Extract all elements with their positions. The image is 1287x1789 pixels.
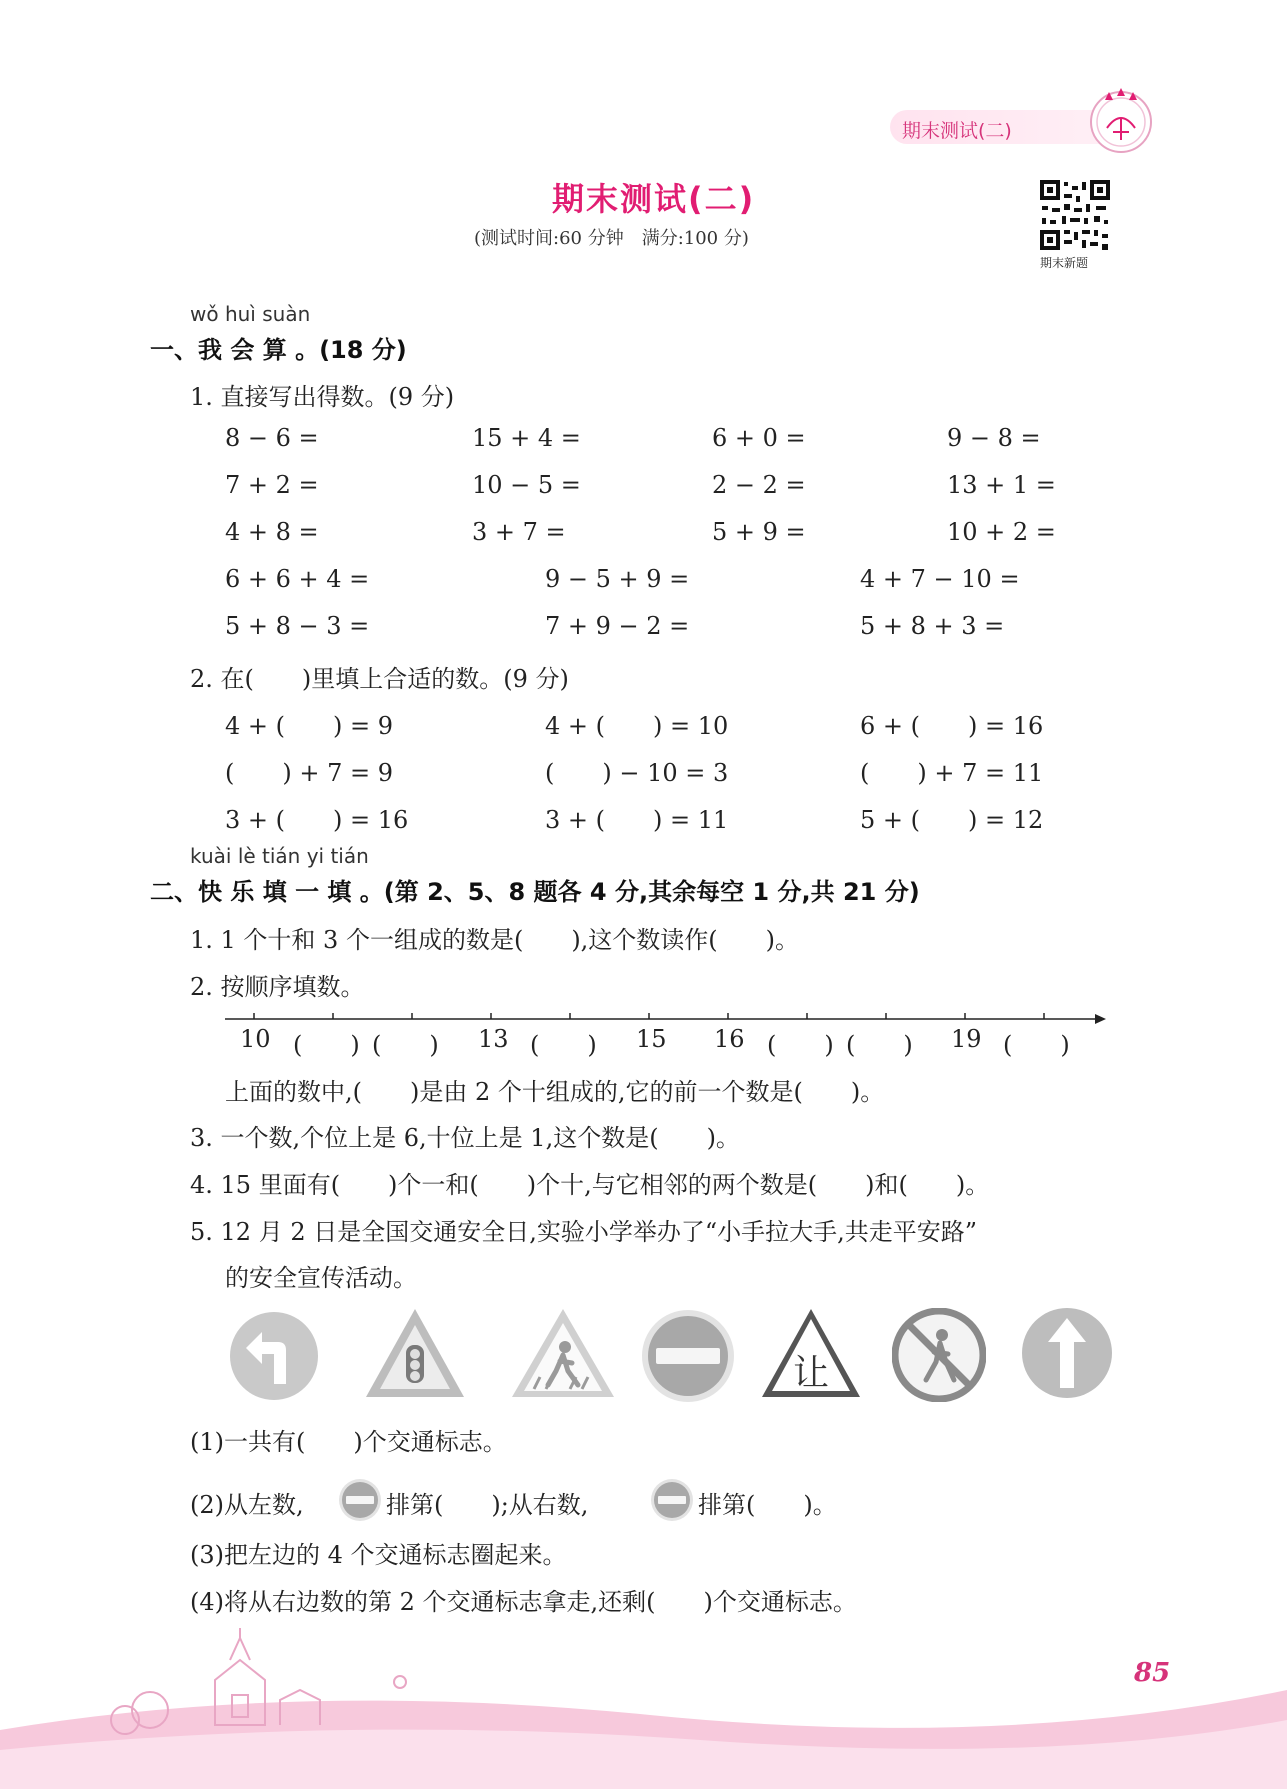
yield-sign-text: 让	[792, 1353, 830, 1394]
equation: 6 + 6 + 4 =	[225, 565, 370, 593]
fill-equation[interactable]: ( ) + 7 = 11	[860, 759, 1044, 787]
equation: 5 + 8 + 3 =	[860, 612, 1005, 640]
s2-q5-sub3: (3)把左边的 4 个交通标志圈起来。	[190, 1541, 567, 1569]
s2-q1[interactable]: 1. 1 个十和 3 个一组成的数是( ),这个数读作( )。	[190, 926, 800, 954]
equation: 7 + 9 − 2 =	[545, 612, 690, 640]
number-line-value: 13	[478, 1025, 509, 1053]
equation: 8 − 6 =	[225, 424, 319, 452]
number-line-blank[interactable]: ( )	[846, 1031, 913, 1059]
traffic-light-sign-icon	[362, 1305, 468, 1401]
equation: 4 + 7 − 10 =	[860, 565, 1020, 593]
section2-title: 二、快 乐 填 一 填 。(第 2、5、8 题各 4 分,其余每空 1 分,共 21 分)	[150, 878, 920, 906]
s2-q5-line2: 的安全宣传活动。	[225, 1264, 417, 1292]
equation: 3 + 7 =	[472, 518, 566, 546]
s2-q5-sub1[interactable]: (1)一共有( )个交通标志。	[190, 1428, 507, 1456]
number-line-value: 16	[714, 1025, 745, 1053]
equation: 15 + 4 =	[472, 424, 581, 452]
fill-equation[interactable]: 4 + ( ) = 10	[545, 712, 729, 740]
s2-q5-line1: 5. 12 月 2 日是全国交通安全日,实验小学举办了“小手拉大手,共走平安路”	[190, 1218, 978, 1246]
no-entry-sign-icon	[640, 1308, 736, 1404]
equation: 6 + 0 =	[712, 424, 806, 452]
fill-equation[interactable]: 3 + ( ) = 11	[545, 806, 729, 834]
s1-q1-title: 1. 直接写出得数。(9 分)	[190, 383, 455, 411]
equation: 13 + 1 =	[947, 471, 1056, 499]
qr-caption: 期末新题	[1040, 256, 1089, 270]
section2-pinyin: kuài lè tián yi tián	[190, 844, 369, 868]
s2-q5-sub2-a: (2)从左数,	[190, 1491, 304, 1519]
pedestrian-crossing-sign-icon	[508, 1305, 618, 1401]
fill-equation[interactable]: 4 + ( ) = 9	[225, 712, 393, 740]
equation: 10 − 5 =	[472, 471, 581, 499]
number-line-value: 10	[240, 1025, 271, 1053]
equation: 5 + 9 =	[712, 518, 806, 546]
page-subtitle: (测试时间:60 分钟 满分:100 分)	[474, 228, 749, 249]
equation: 9 − 5 + 9 =	[545, 565, 690, 593]
logo-emblem	[1083, 82, 1159, 158]
no-pedestrian-sign-icon	[892, 1308, 986, 1402]
fill-equation[interactable]: 5 + ( ) = 12	[860, 806, 1044, 834]
straight-ahead-sign-icon	[1020, 1306, 1114, 1400]
s2-q2-title: 2. 按顺序填数。	[190, 973, 365, 1001]
section1-title: 一、我 会 算 。(18 分)	[150, 336, 407, 364]
no-entry-mini-icon	[650, 1478, 694, 1522]
fill-equation[interactable]: ( ) − 10 = 3	[545, 759, 729, 787]
left-turn-sign-icon	[228, 1310, 320, 1402]
number-line-blank[interactable]: ( )	[293, 1031, 360, 1059]
s1-q2-title: 2. 在( )里填上合适的数。(9 分)	[190, 665, 569, 693]
number-line-blank[interactable]: ( )	[1003, 1031, 1070, 1059]
equation: 4 + 8 =	[225, 518, 319, 546]
equation: 10 + 2 =	[947, 518, 1056, 546]
fill-equation[interactable]: ( ) + 7 = 9	[225, 759, 393, 787]
s2-q2-after[interactable]: 上面的数中,( )是由 2 个十组成的,它的前一个数是( )。	[225, 1078, 885, 1106]
fill-equation[interactable]: 3 + ( ) = 16	[225, 806, 409, 834]
s2-q5-sub2-c[interactable]: 排第( )。	[698, 1491, 837, 1519]
s2-q3[interactable]: 3. 一个数,个位上是 6,十位上是 1,这个数是( )。	[190, 1124, 740, 1152]
equation: 9 − 8 =	[947, 424, 1041, 452]
section1-pinyin: wǒ huì suàn	[190, 302, 311, 326]
equation: 2 − 2 =	[712, 471, 806, 499]
qr-code-icon[interactable]	[1038, 178, 1112, 252]
fill-equation[interactable]: 6 + ( ) = 16	[860, 712, 1044, 740]
number-line-blank[interactable]: ( )	[767, 1031, 834, 1059]
page-number: 85	[1134, 1658, 1171, 1688]
number-line-value: 15	[636, 1025, 667, 1053]
yield-sign-icon	[758, 1305, 864, 1401]
equation: 7 + 2 =	[225, 471, 319, 499]
number-line-blank[interactable]: ( )	[372, 1031, 439, 1059]
no-entry-mini-icon	[338, 1478, 382, 1522]
s2-q5-sub2-b[interactable]: 排第( );从右数,	[386, 1491, 589, 1519]
s2-q5-sub4[interactable]: (4)将从右边数的第 2 个交通标志拿走,还剩( )个交通标志。	[190, 1588, 857, 1616]
s2-q4[interactable]: 4. 15 里面有( )个一和( )个十,与它相邻的两个数是( )和( )。	[190, 1171, 990, 1199]
header-label: 期末测试(二)	[902, 120, 1012, 142]
number-line-blank[interactable]: ( )	[530, 1031, 597, 1059]
page-title: 期末测试(二)	[552, 180, 756, 218]
footer-decoration	[0, 1620, 1287, 1789]
number-line-value: 19	[951, 1025, 982, 1053]
equation: 5 + 8 − 3 =	[225, 612, 370, 640]
